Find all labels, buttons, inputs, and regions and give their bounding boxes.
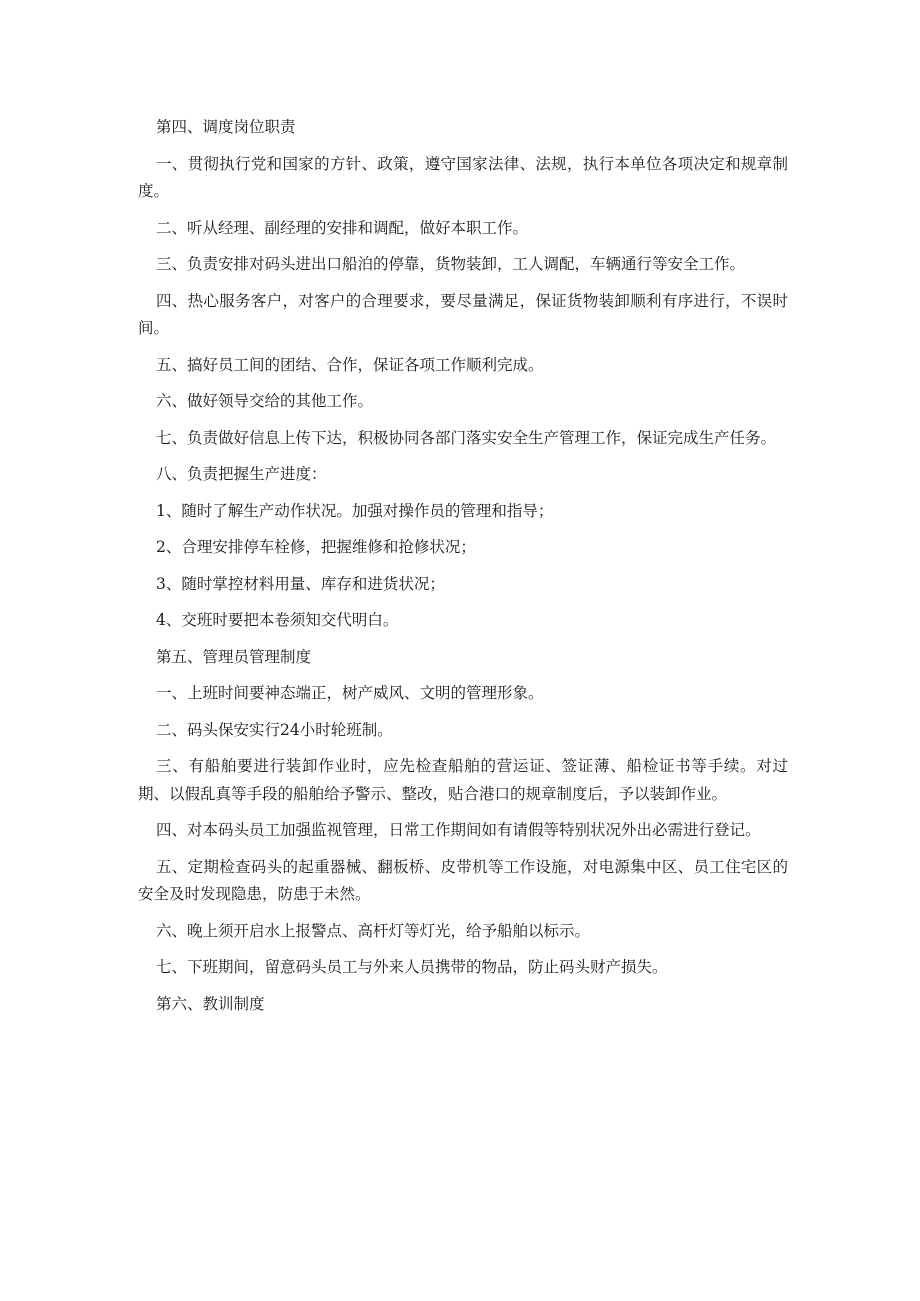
paragraph: 五、搞好员工间的团结、合作，保证各项工作顺利完成。 — [156, 355, 544, 374]
document-page — [138, 114, 788, 1027]
paragraph: 七、负责做好信息上传下达，积极协同各部门落实安全生产管理工作，保证完成生产任务。 — [156, 428, 777, 447]
paragraph: 二、码头保安实行24小时轮班制。 — [156, 720, 393, 739]
list-item: 3、随时掌控材料用量、库存和进货状况； — [156, 574, 445, 593]
section-heading-4: 第四、调度岗位职责 — [156, 118, 296, 136]
paragraph: 六、做好领导交给的其他工作。 — [156, 392, 374, 410]
paragraph: 二、听从经理、副经理的安排和调配，做好本职工作。 — [156, 218, 529, 237]
section-heading-6: 第六、教训制度 — [156, 994, 265, 1013]
paragraph: 六、晚上须开启水上报警点、高杆灯等灯光，给予船舶以标示。 — [156, 921, 591, 940]
list-item: 4、交班时要把本卷须知交代明白。 — [156, 611, 399, 629]
paragraph: 四、对本码头员工加强监视管理，日常工作期间如有请假等特别状况外出必需进行登记。 — [156, 821, 761, 839]
paragraph: 四、热心服务客户，对客户的合理要求，要尽量满足，保证货物装卸顺利有序进行，不误时间。 — [138, 291, 788, 337]
list-item: 2、合理安排停车栓修，把握维修和抢修状况； — [156, 538, 476, 556]
paragraph: 三、有船舶要进行装卸作业时，应先检查船舶的营运证、签证薄、船检证书等手续。对过期、以假乱真等手段的船舶给予警示、整改，贴合港口的规章制度后，予以装卸作业。 — [138, 757, 788, 803]
paragraph: 三、负责安排对码头进出口船泊的停靠，货物装卸，工人调配，车辆通行等安全工作。 — [156, 255, 746, 273]
paragraph: 一、上班时间要神态端正，树产威风、文明的管理形象。 — [156, 684, 544, 702]
section-heading-5: 第五、管理员管理制度 — [156, 647, 312, 666]
paragraph: 五、定期检查码头的起重器械、翻板桥、皮带机等工作设施，对电源集中区、员工住宅区的安全及时发现隐患，防患于未然。 — [138, 857, 788, 903]
paragraph: 八、负责把握生产进度： — [156, 465, 327, 483]
list-item: 1、随时了解生产动作状况。加强对操作员的管理和指导； — [156, 501, 554, 520]
paragraph: 七、下班期间，留意码头员工与外来人员携带的物品，防止码头财产损失。 — [156, 958, 668, 976]
paragraph: 一、贯彻执行党和国家的方针、政策，遵守国家法律、法规，执行本单位各项决定和规章制度。 — [138, 154, 788, 200]
